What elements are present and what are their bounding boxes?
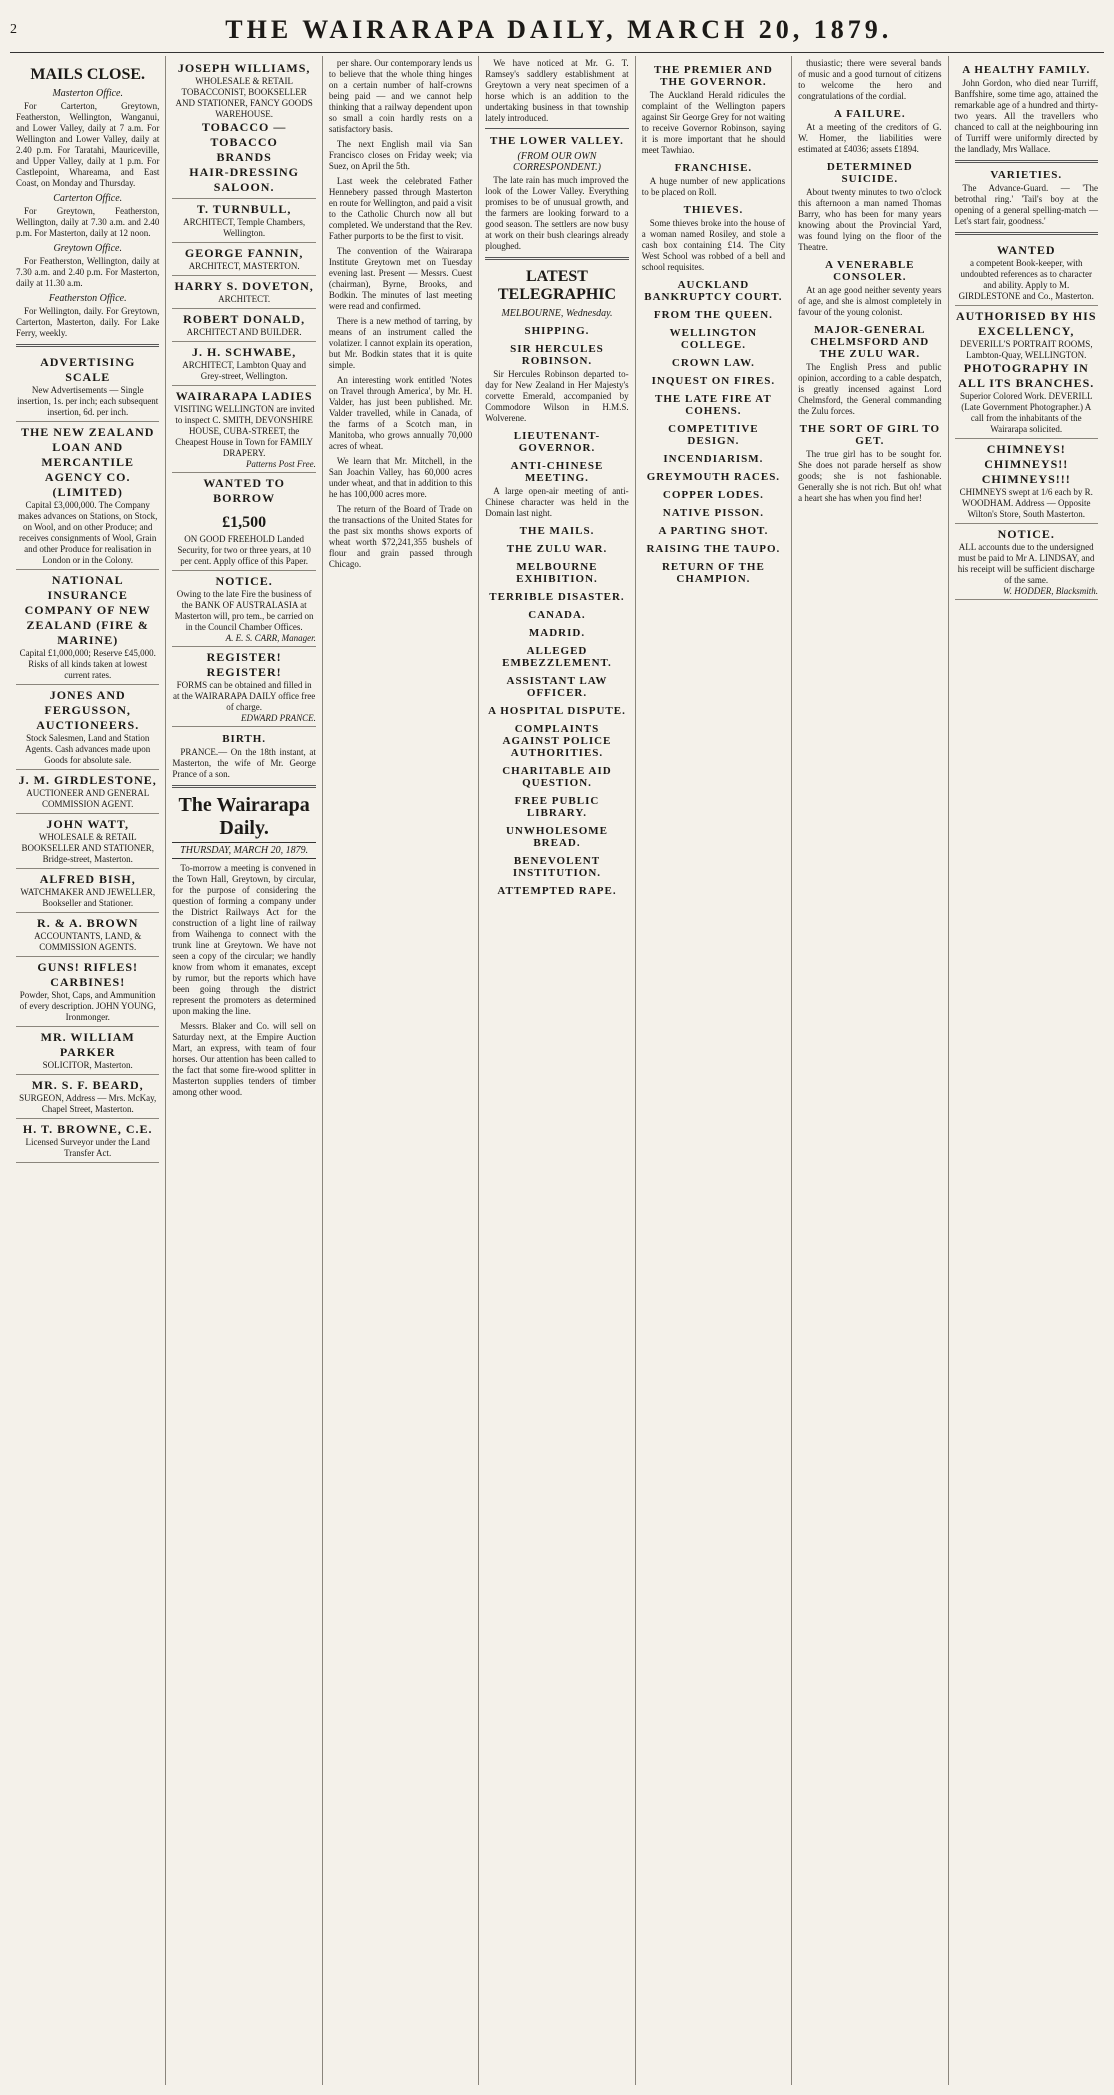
ad-jones-fergusson: JONES AND FERGUSSON, AUCTIONEERS. Stock Salesmen, Land and Station Agents. Cash advances made upon Goods for absolute sale. <box>16 685 159 770</box>
robinson-title: SIR HERCULES ROBINSON. <box>510 343 604 367</box>
mail-text: For Carterton, Greytown, Featherston, Wellington, Wanganui, and Lower Valley, daily at 7 a.m. For Wellington and Lower Valley, daily at 2.40 p.m. For Taratahi, Mauriceville, and Upper Valley, daily at 1 p.m. For Castlepoint, Whareama, and East Coast, on Monday and Thursday. <box>16 101 160 188</box>
birth-text: PRANCE.— On the 18th instant, at Masterton, the wife of Mr. George Prance of a son. <box>172 747 316 779</box>
fire-title: THE LATE FIRE AT COHENS. <box>655 393 772 417</box>
latest-telegraphic-title: LATEST TELEGRAPHIC <box>497 268 617 303</box>
birth-title: BIRTH. <box>222 733 267 745</box>
healthy-title: A HEALTHY FAMILY. <box>962 64 1091 76</box>
paper-banner: The Wairarapa Daily. <box>178 794 310 839</box>
mails-title: THE MAILS. <box>519 525 595 537</box>
copper-title: COPPER LODES. <box>662 489 764 501</box>
queen-title: FROM THE QUEEN. <box>653 309 773 321</box>
failure-text: At a meeting of the creditors of G. W. Homer, the liabilities were estimated at £4036; assets £1894. <box>798 122 942 154</box>
ad-advertising-scale: ADVERTISING SCALE New Advertisements — Single insertion, 1s. per inch; each subsequent insertion, 6d. per inch. <box>16 352 159 422</box>
column-6 <box>792 56 948 2085</box>
consoler-text: At an age good neither seventy years of age, and she is almost completely in favour of the young colonist. <box>798 285 942 317</box>
floods-title: TERRIBLE DISASTER. <box>489 591 625 603</box>
bread-title: UNWHOLESOME BREAD. <box>505 825 609 849</box>
ad-girdlestone: J. M. GIRDLESTONE, AUCTIONEER AND GENERAL COMMISSION AGENT. <box>16 770 159 814</box>
failure-title: A FAILURE. <box>834 108 906 120</box>
article-paragraph: There is a new method of tarring, by means of an instrument called the volatizer. I cannot explain its operation, but Mr. Bodkin states that it is quite simple. <box>328 316 473 370</box>
chelmsford-text: The English Press and public opinion, according to a cable despatch, is greatly incensed against Lord Chelmsford, the General commanding the Zulu forces. <box>798 362 942 416</box>
rape-title: ATTEMPTED RAPE. <box>497 885 617 897</box>
chinese-text: A large open-air meeting of anti-Chinese character was held in the Domain last night. <box>485 486 629 518</box>
thieves-title: THIEVES. <box>683 204 744 216</box>
ad-doveton: HARRY S. DOVETON, ARCHITECT. <box>172 276 315 309</box>
greytown-text: For Featherston, Wellington, daily at 7.30 a.m. and 2.40 p.m. For Masterton, daily at 11.30 a.m. <box>16 256 160 288</box>
ad-ht-browne: H. T. BROWNE, C.E. Licensed Surveyor under the Land Transfer Act. <box>16 1119 159 1163</box>
ad-sf-beard: MR. S. F. BEARD, SURGEON, Address — Mrs. McKay, Chapel Street, Masterton. <box>16 1075 159 1119</box>
aid-title: CHARITABLE AID QUESTION. <box>502 765 612 789</box>
ad-notice-bank: NOTICE. Owing to the late Fire the business of the BANK OF AUSTRALASIA at Masterton will, pro tem., be carried on in the Council Chamber Offices. A. E. S. CARR, Manager. <box>172 571 315 647</box>
girl-title: THE SORT OF GIRL TO GET. <box>799 423 941 447</box>
ad-ra-brown: R. & A. BROWN ACCOUNTANTS, LAND, & COMMISSION AGENTS. <box>16 913 159 957</box>
hospital-title: A HOSPITAL DISPUTE. <box>488 705 626 717</box>
article-paragraph: The return of the Board of Trade on the transactions of the United States for the past six months shows exports of wheat worth $72,241,355 bushels of flour and grain passed through Chicago. <box>328 504 473 569</box>
ad-notice-hodder: NOTICE. ALL accounts due to the undersigned must be paid to Mr A. LINDSAY, and his receipt will be sufficient discharge of the same. W. HODDER, Blacksmith. <box>955 524 1098 600</box>
lower-valley-text: The late rain has much improved the look of the Lower Valley. Everything promises to be of unusual growth, and the farmers are looking forward to a good season. The settlers are now busy at work on their bush clearings already ploughed. <box>485 175 629 251</box>
design-title: COMPETITIVE DESIGN. <box>668 423 759 447</box>
ad-schwabe: J. H. SCHWABE, ARCHITECT, Lambton Quay and Grey-street, Wellington. <box>172 342 315 386</box>
paper-title: THE WAIRARAPA DAILY, MARCH 20, 1879. <box>225 15 893 44</box>
franchise-title: FRANCHISE. <box>674 162 753 174</box>
consoler-title: A VENERABLE CONSOLER. <box>825 259 915 283</box>
chelmsford-title: MAJOR-GENERAL CHELMSFORD AND THE ZULU WAR. <box>810 324 930 360</box>
taupo-title: RAISING THE TAUPO. <box>646 543 781 555</box>
article-paragraph: The next English mail via San Francisco closes on Friday week; via Suez, on April the 5th. <box>328 139 473 171</box>
article-paragraph: We have noticed at Mr. G. T. Ramsey's saddlery establishment at Greytown a very neat specimen of a horse which is an addition to the undertaking business in that township lately introduced. <box>485 58 629 123</box>
canada-title: CANADA. <box>528 609 586 621</box>
column-5 <box>636 56 792 2085</box>
varieties-title: VARIETIES. <box>990 169 1063 181</box>
ad-donald: ROBERT DONALD, ARCHITECT AND BUILDER. <box>172 309 315 342</box>
leader-paragraph-2: Messrs. Blaker and Co. will sell on Saturday next, at the Empire Auction Mart, an express, with team of four horses. Our attention has been called to the fact that some fire-wood splitter in Masterton supplies tenders of timber among other wood. <box>172 1021 316 1097</box>
ad-wairarapa-ladies: WAIRARAPA LADIES VISITING WELLINGTON are invited to inspect C. SMITH, DEVONSHIRE HOUSE, CUBA-STREET, the Cheapest House in Town for FAMILY DRAPERY. Patterns Post Free. <box>172 386 315 473</box>
article-paragraph: We learn that Mr. Mitchell, in the San Joachin Valley, has 60,000 acres under wheat, and that in addition to this he has 100,000 acres more. <box>328 456 473 499</box>
ad-nz-loan: THE NEW ZEALAND LOAN AND MERCANTILE AGENCY CO. (LIMITED) Capital £3,000,000. The Company makes advances on Stations, on Stock, on Wool, and on other Produce; and receives consignments of Wool, Grain and other Produce for realisation in London or in the Colony. <box>16 422 159 570</box>
franchise-text: A huge number of new applications to be placed on Roll. <box>641 176 786 197</box>
column-1 <box>10 56 166 2085</box>
latest-dateline: MELBOURNE, Wednesday. <box>501 308 613 319</box>
assistant-title: ASSISTANT LAW OFFICER. <box>506 675 608 699</box>
article-paragraph: An interesting work entitled 'Notes on Travel through America', by Mr. H. Valder, has just been published. Mr. Valder travelled, while in Canada, of the farms of a Scotch man, in Manitoba, who grows annually 70,000 acres of wheat. <box>328 375 473 451</box>
paper-date: THURSDAY, MARCH 20, 1879. <box>172 842 315 859</box>
college-title: WELLINGTON COLLEGE. <box>669 327 758 351</box>
police-title: COMPLAINTS AGAINST POLICE AUTHORITIES. <box>502 723 612 759</box>
benevolent-title: BENEVOLENT INSTITUTION. <box>512 855 602 879</box>
bankruptcy-title: AUCKLAND BANKRUPTCY COURT. <box>644 279 783 303</box>
chinese-title: ANTI-CHINESE MEETING. <box>510 460 604 484</box>
featherston-text: For Wellington, daily. For Greytown, Carterton, Masterton, daily. For Lake Ferry, weekly. <box>16 306 160 338</box>
governor-title: LIEUTENANT-GOVERNOR. <box>513 430 601 454</box>
article-paragraph: thusiastic; there were several bands of music and a good turnout of citizens to welcome the hero and congratulations of the cordial. <box>798 58 942 101</box>
thieves-text: Some thieves broke into the house of a woman named Rosiley, and stole a cash box containing £14. The City West School was robbed of a bell and school requisites. <box>641 218 786 272</box>
suicide-text: About twenty minutes to two o'clock this afternoon a man named Thomas Barry, who has been for many years knowing about the Provincial Yard, was found lying on the floor of the Theatre. <box>798 187 942 252</box>
article-paragraph: Last week the celebrated Father Hennebery passed through Masterton en route for Wellington, and paid a visit to the Catholic Church now all but completed. We understand that the Rev. Father purports to be the first to visit. <box>328 176 473 241</box>
ad-wanted-to-borrow: WANTED TO BORROW £1,500 ON GOOD FREEHOLD Landed Security, for two or three years, at 10 per cent. Apply office of this Paper. <box>172 473 315 571</box>
incendiarism-title: INCENDIARISM. <box>663 453 764 465</box>
races-title: GREYMOUTH RACES. <box>646 471 781 483</box>
column-3 <box>323 56 479 2085</box>
varieties-text: The Advance-Guard. — 'The betrothal ring.' 'Tail's boy at the opening of a general spelling-match — Let's start fair, goodness.' <box>954 183 1098 226</box>
shot-title: A PARTING SHOT. <box>658 525 769 537</box>
column-2 <box>166 56 322 2085</box>
lower-valley-sub: (FROM OUR OWN CORRESPONDENT.) <box>513 151 601 173</box>
ad-register: REGISTER! REGISTER! FORMS can be obtained and filled in at the WAIRARAPA DAILY office free of charge. EDWARD PRANCE. <box>172 647 315 727</box>
article-paragraph: The convention of the Wairarapa Institute Greytown met on Tuesday evening last. Present — Messrs. Cuest (chairman), Byrne, Brooks, and Bodkin. The minutes of last meeting were read and confirmed. <box>328 246 473 311</box>
premier-title: THE PREMIER AND THE GOVERNOR. <box>653 64 773 88</box>
ad-chimneys: CHIMNEYS! CHIMNEYS!! CHIMNEYS!!! CHIMNEYS swept at 1/6 each by R. WOODHAM. Address — Opposite Wilton's Store, South Masterton. <box>955 439 1098 524</box>
ad-turnbull: T. TURNBULL, ARCHITECT, Temple Chambers, Wellington. <box>172 199 315 243</box>
ad-alfred-bish: ALFRED BISH, WATCHMAKER AND JEWELLER, Bookseller and Stationer. <box>16 869 159 913</box>
article-paragraph: per share. Our contemporary lends us to believe that the whole thing hinges on a certain number of half-crowns being paid — and we cannot help thinking that a railway dependent upon so small a coin hardly rests on a satisfactory basis. <box>328 58 473 134</box>
carterton-text: For Greytown, Featherston, Wellington, daily at 7.30 a.m. and 2.40 p.m. For Masterton, daily at 12 noon. <box>16 206 160 238</box>
ad-insurance: NATIONAL INSURANCE COMPANY OF NEW ZEALAND (FIRE & MARINE) Capital £1,000,000; Reserve £45,000. Risks of all kinds taken at lowest current rates. <box>16 570 159 685</box>
premier-text: The Auckland Herald ridicules the complaint of the Wellington papers against Sir George Grey for not waiting to receive Governor Robinson, saying it is more important that he should meet Tawhiao. <box>641 90 786 155</box>
healthy-text: John Gordon, who died near Turriff, Banffshire, some time ago, attained the remarkable age of a hundred and thirty-two years. All the travellers who chanced to call at the neighbouring inn of Turriff were uniformly directed by the landlady, Mrs Wallace. <box>954 78 1098 154</box>
suicide-title: DETERMINED SUICIDE. <box>826 161 913 185</box>
robinson-text: Sir Hercules Robinson departed to-day for New Zealand in Her Majesty's corvette Emerald, accompanied by Commodore Wilson in H.M.S. Wolverene. <box>485 369 629 423</box>
embezzlement-title: ALLEGED EMBEZZLEMENT. <box>502 645 612 669</box>
ad-wanted-bookkeeper: WANTED a competent Book-keeper, with undoubted references as to character and ability. Apply to M. GIRDLESTONE and Co., Masterton. <box>955 240 1098 306</box>
masterton-office: Masterton Office. <box>52 88 123 99</box>
library-title: FREE PUBLIC LIBRARY. <box>514 795 600 819</box>
masthead <box>10 8 1104 53</box>
ad-joseph-williams: JOSEPH WILLIAMS, WHOLESALE & RETAIL TOBACCONIST, BOOKSELLER AND STATIONER, FANCY GOODS WAREHOUSE. TOBACCO — TOBACCO BRANDS HAIR-DRESSING SALOON. <box>172 58 315 199</box>
leader-paragraph-1: To-morrow a meeting is convened in the Town Hall, Greytown, by circular, for the purpose of considering the question of forming a company under the District Railways Act for the construction of a light line of railway from Waihenga to connect with the trunk line at Greytown. We have not seen a copy of the circular; we handly know from whom it emanates, except by rumor, but the reports which have been going through the district represent the promoters as determined upon making the line. <box>172 863 316 1016</box>
ad-john-watt: JOHN WATT, WHOLESALE & RETAIL BOOKSELLER AND STATIONER, Bridge-street, Masterton. <box>16 814 159 869</box>
columns <box>10 56 1104 2085</box>
featherston-office: Featherston Office. <box>48 293 127 304</box>
champion-title: RETURN OF THE CHAMPION. <box>661 561 765 585</box>
shipping-title: SHIPPING. <box>524 325 590 337</box>
ad-william-parker: MR. WILLIAM PARKER SOLICITOR, Masterton. <box>16 1027 159 1075</box>
page-spacer <box>1101 22 1105 38</box>
column-4 <box>479 56 635 2085</box>
exhibition-title: MELBOURNE EXHIBITION. <box>516 561 598 585</box>
inquest-title: INQUEST ON FIRES. <box>651 375 776 387</box>
column-7 <box>949 56 1104 2085</box>
madrid-title: MADRID. <box>528 627 586 639</box>
ad-fannin: GEORGE FANNIN, ARCHITECT, MASTERTON. <box>172 243 315 276</box>
zulu-title: THE ZULU WAR. <box>506 543 608 555</box>
greytown-office: Greytown Office. <box>53 243 122 254</box>
ad-guns-rifles: GUNS! RIFLES! CARBINES! Powder, Shot, Caps, and Ammunition of every description. JOHN YOUNG, Ironmonger. <box>16 957 159 1027</box>
native-title: NATIVE PISSON. <box>662 507 764 519</box>
girl-text: The true girl has to be sought for. She does not parade herself as show goods; she is not fashionable. Generally she is not rich. But oh! what a heart she has when you find her! <box>798 449 942 503</box>
carterton-office: Carterton Office. <box>53 193 123 204</box>
ad-deverill: AUTHORISED BY HIS EXCELLENCY, DEVERILL'S PORTRAIT ROOMS, Lambton-Quay, WELLINGTON. PHOTOGRAPHY IN ALL ITS BRANCHES. Superior Colored Work. DEVERILL (Late Government Photographer.) A call from the inhabitants of the Wairarapa solicited. <box>955 306 1098 439</box>
mails-title: MAILS CLOSE. <box>30 66 146 83</box>
page-number: 2 <box>10 22 17 37</box>
crown-title: CROWN LAW. <box>671 357 755 369</box>
lower-valley-title: THE LOWER VALLEY. <box>490 135 624 147</box>
